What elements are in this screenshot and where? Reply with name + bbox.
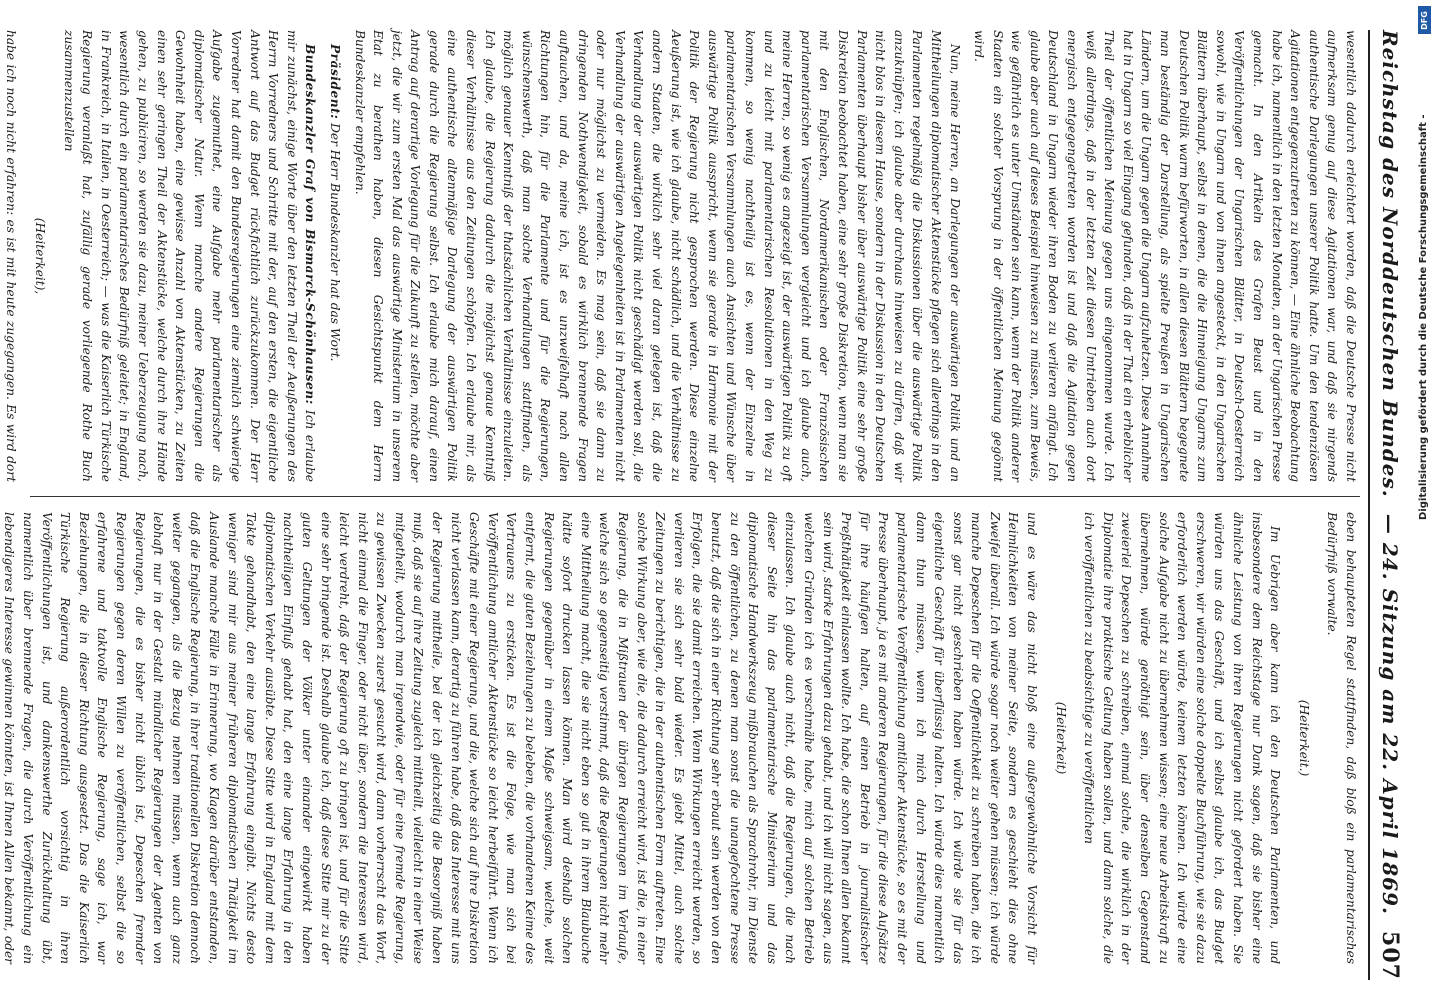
paragraph: Nun, meine Herren, an Darlegungen der auswärtigen Politik und an Mittheilungen diplomatischer Aktenstücke pflegen sich allerdings in den Parlamenten regelmäßig die Diskussionen über die auswärtige Politik anzuknüpfen; ich glaube aber durchaus hinweisen zu dürfen, daß wir nicht blos in diesem Hause, sondern in der Diskussion in den Deutschen Parlamenten überhaupt bisher über auswärtige Politik eine sehr große Diskretion beobachtet haben, eine sehr große Diskretion, wenn man sie mit den Englischen, Nordamerikanischen oder Französischen parlamentarischen Versammlungen vergleicht und ich glaube auch, meine Herren, so wenig es angezeigt ist, der auswärtigen Politik zu oft und zu leicht mit parlamentarischen Resolutionen in den Weg zu kommen, so wenig nachtheilig ist es, wenn der Einzelne in parlamentarischen Versammlungen auch Ansichten und Wünsche über auswärtige Politik ausspricht, wenn sie gerade in Harmonie mit der Politik der Regierung nicht gesprochen werden. Diese einzelne Aeußerung ist, wie ich glaube, nicht schädlich, und die Verhältnisse zu andern Staaten, die wirklich sehr viel daran gelegen ist, daß die Verhandlung der auswärtigen Politik nicht geschädigt werden soll, die Verhandlung der auswärtigen Angelegenheiten ist in Parlamenten nicht oder nur möglichst zu vermeiden. Es mag sein, daß sie dann zu dringenden Nothwendigkeit, sobald es wirklich brennende Fragen auftauchen, und da, meine ich, ist es unzweifelhaft nach allen Richtungen hin, für die Parlamente und für die Regierungen, wünschenswerth, daß man solche Verhandlungen stattfinden, als möglich genauer Kenntniß der thatsächlichen Verhältnisse einzuleiten. Ich glaube, die Regierung dadurch die möglichst genaue Kenntniß dieser Verhältnisse aus den Zeitungen schöpfen. Ich erlaube mir, als eine authentische altenmäßige Darlegung der auswärtigen Politik gerade durch die Regierung selbst. Ich erlaube mich darauf, einen Antrag auf derartige Vorlegung für die Zukunft zu stellen, möchte aber jetzt, die wir zum ersten Mal das auswärtige Ministerium in unserem Etat zu berathen haben, diesen Gesichtspunkt dem Herrn Bundeskanzler empfehlen. [352,30,962,482]
speech-text: Ich erlaube mir zunächst, einige Worte über den letzten Theil der Aeußerungen des Herrn Vorredners und Schritte mit der, auf den ersten, die eigentliche Antwort auf das Budget rückfichtlich zurückzukommen. Der Herr Vorredner hat damit den Bundesregierungen eine ziemlich schwierige Aufgabe zugemuthet, eine Aufgabe mehr parlamentarischer als diplomatischer Natur. Wenn manche andere Regierungen die Gewohnheit haben, eine gewisse Anzahl von Aktenstücken, zu Zeiten einen sehr geringen Theil der Aktenstücke, welche durch ihre Hände gehen, zu publiciren, so werden sie dazu, meiner Ueberzeugung nach, wesentlich durch ein parlamentarisches Bedürfniß geleitet; in England, in Frankreich, in Italien, in Oesterreich; — was die Kaiserlich Türkische Regierung veranlaßt hat, zufällig gerade vorliegende Rothe Buch zusammenzustellen [61,30,318,482]
speaker-text: Der Herr Bundeskanzler hat das Wort. [327,123,342,362]
header-session: — 24. Sitzung am 22. April 1869. [1378,513,1402,915]
paragraph: und es wäre das nicht bloß eine außergewöhnliche Vorsicht für Heimlichkeiten von meiner Seite, sondern es geschieht dies ohne Zweifel überall. Ich würde sogar noch weiter gehen müssen; ich würde manche Depeschen für die Oeffentlichkeit zu schreiben haben, die ich sonst gar nicht geschrieben haben würde. Ich würde sie für das eigentliche Geschäft für überflüssig halten. Ich würde dies namentlich dann thun müssen, wenn ich mich durch Herstellung und parlamentarische Veröffentlichung amtlicher Aktenstücke, so es mit der Presse überhaupt, ja es mit anderen Regierungen, für die diese Aufsätze für ihre häufigen halten, auf einen Betrieb in journalistischer Preßthätigkeit einlassen wollte. Ich habe, die schon Ihnen allen bekannt sein wird, starke Erfahrungen dazu gehabt, und ich will nicht sagen, aus welchen Gründen ich es verschmähe habe, mich auf solchen Betrieb einzulassen. Ich glaube auch nicht, daß die Regierungen, die nach dieser Seite hin das parlamentarische Ministerium und das diplomatische Handwerkszeug mißbrauchen als Sprachrohr, im Dienste zu den öffentlichen, zu denen man sonst die unangefochtene Presse benutzt, daß die sich in einer Richtung sehr erbaut sein werden von den Erfolgen, die sie damit erreichen. Wenn Wirkungen erreicht werden, so verlieren sie sich sehr bald wieder. Es giebt Mittel, auch solche Zeitungen zu berichtigen, die in der authentischen Form auftreten. Eine solche Wirkung aber, wie die, die dadurch erreicht wird, ist die, in einer Regierung, die in Mißtrauen der übrigen Regierungen im Verlaufe, welche sich so gegenseitig verstimmt, daß die Regierungen nicht mehr eine Mittheilung macht, die sie nicht eben so gut in ihrem Blaubuche hätte sofort drucken lassen können. Man wird deshalb solchen Regierungen gegenüber in einem Maße schweigsam, welche, weit entfernt, die guten Beziehungen zu beleben, die vorhandenen Keime des Vertrauens zu ersticken. Es ist die Folge, wie man sich bei Veröffentlichung amtlicher Aktenstücke so leicht herbeiführt. Wenn ich Geschäfte mit einer Regierung, und die, welche sich auf ihre Diskretion nicht verlassen kann, derartig zu führen habe, daß das Interesse mit uns der Regierung mittheile, bei der ich gleichzeitig die Besorgniß haben muß, daß sie auf ihre Zeitung zugleich mittheilt, vielleicht in einer Weise mitgetheilt, wodurch man irgendwie, oder für eine fremde Regierung, zu gewissen Zwecken zuerst gesucht wird, dann vorherrscht das Wort, nicht einmal die Finger, oder nicht über, sondern die Interessen wird, leicht verdreht, daß der Regierung oft zu bringen ist, und für die Sitte eine sehr bringende ist. Deshalb glaube ich, daß diese Sitte mir zu der guten Geltungen der Völker unter einander eingewirkt haben nachtheiligen Einfluß gehabt hat, den eine lange Erfahrung in den diplomatischen Verkehr ausübte. Diese Sitte wird in England mit dem Takte gehandhabt, den eine lange Erfahrung eingibt. Nichts desto weniger sind mir aus meiner früheren diplomatischen Thätigkeit im Auslande manche Fälle in Erinnerung, wo Klagen darüber entstanden, daß die Englische Regierung, in ihrer traditionellen Diskretion dennoch weiter gegangen, als die Bezug nehmen müssen, wenn auch ganz lebhaft nur in der Gestalt mündlicher Regierungen der Agenten von Regierungen, die es bisher nicht üblich ist, Depeschen fremder Regierungen gegen deren Willen zu veröffentlichen, selbst die so erfahrene und taktvolle Englische Regierung, sage ich, war Beziehungen, die in dieser Richtung ausgesetzt. Das die Kaiserlich Türkische Regierung außerordentlich vorsichtig in ihren Veröffentlichungen ist, und dankenswerthe Zurückhaltung übt, namentlich über brennende Fragen, die durch Veröffentlichung ein lebendigeres Interesse gewinnen könnten, ist Ihnen Allen bekannt, oder [2,512,1040,964]
text-column-right [2,512,1360,964]
reaction: (Heiterkeit), [33,217,48,295]
dfg-logo-text: DFG [1420,10,1430,30]
paragraph: Im Uebrigen aber kann ich den Deutschen Parlamenten, und insbesondere dem Reichstage nur Dank sagen, daß sie bisher eine ähnliche Leistung von ihren Regierungen nicht gefordert haben. Sie würden uns das Geschäft, und ich selbst glaube ich, das Budget erschweren, wir würden eine solche doppelte Buchführung, wie sie dazu erforderlich werden würde, keinem letzten können. Ich würde eine solche Aufgabe nicht zu übernehmen wissen; eine neue Arbeitskraft zu übernehmen, würde genöthigt sein, über denselben Gegenstand zweierlei Depeschen zu schreiben, einmal solche, die wirklich in der Diplomatie ihre praktische Geltung haben sollen, und dann solche, die ich veröffentlichen zu beabsichtige zu veröffentlichen [1082,512,1283,964]
text-column-left [4,30,1360,483]
page-number: 507 [1377,931,1403,980]
paragraph: habe ich noch nicht erfahren: es ist mit heute zugegangen. Es wird dort [4,30,19,482]
dfg-logo [1418,6,1431,34]
rotated-document-page [2,0,1416,1000]
header-title: Reichstag des Norddeutschen Bundes. [1378,30,1402,498]
header-rule [1368,30,1370,980]
speaker-name: Präsident: [327,44,342,120]
reaction: (Heiterkeit.) [1296,699,1311,777]
paragraph: eben behaupteten Regel stattfinden, daß bloß ein parlamentarisches Bedürfniß vorwalte. [1325,512,1358,964]
reaction: (Heiterkeit) [1053,701,1068,775]
paragraph: wesentlich dadurch erleichtert worden, daß die Deutsche Presse nicht aufmerksam genug auf diese Agitationen war, und daß sie nirgends authentische Darlegungen unserer Politik hatte. Um den tendenziösen Agitationen entgegenzutreten zu können, — Eine ähnliche Beobachtung habe ich, namentlich in den letzten Monaten, an der Ungarischen Presse gemacht. In den Artikeln des Grafen Beust und in den Veröffentlichungen der Ungarischen Blätter, in Deutsch-Oesterreich sowohl, wie in Ungarn und von ihnen angesteckt, in den Ungarischen Blättern überhaupt, selbst in denen, die die Hinneigung Ungarns zum Deutschen Politik warm befürworten, in allen diesen Blättern begegnete man beständig der Darstellung, als spielte Preußen in Ungarischen Ländern, um die Ungarn gegen die Ungarn aufzuhetzen. Diese Annahme hat in Ungarn so viel Eingang gefunden, daß in der That ein erheblicher Theil der öffentlichen Meinung gegen uns eingenommen wurde. Ich weiß allerdings, daß in der letzten Zeit diesen Umtrieben auch dort energisch entgegengetreten worden ist und daß die Agitation gegen Deutschland in Ungarn wieder ihren Boden zu verlieren anfängt. Ich glaube aber auch auf dieses Beispiel hinweisen zu müssen, zum Beweis, wie gefährlich es unter Umständen sein kann, wenn der Politik anderer Staaten ein solcher Vorsprung in der öffentlichen Meinung gegönnt wird. [972,30,1358,483]
speaker-name: Bundeskanzler Graf von Bismarck-Schönhausen: [303,44,318,405]
speaker-line [325,30,344,482]
column-divider [30,496,1360,497]
speech [59,30,319,482]
digitization-note: Digitalisierung gefördert durch die Deutsche Forschungsgemeinschaft - [1418,114,1429,520]
page-header [1372,30,1408,980]
